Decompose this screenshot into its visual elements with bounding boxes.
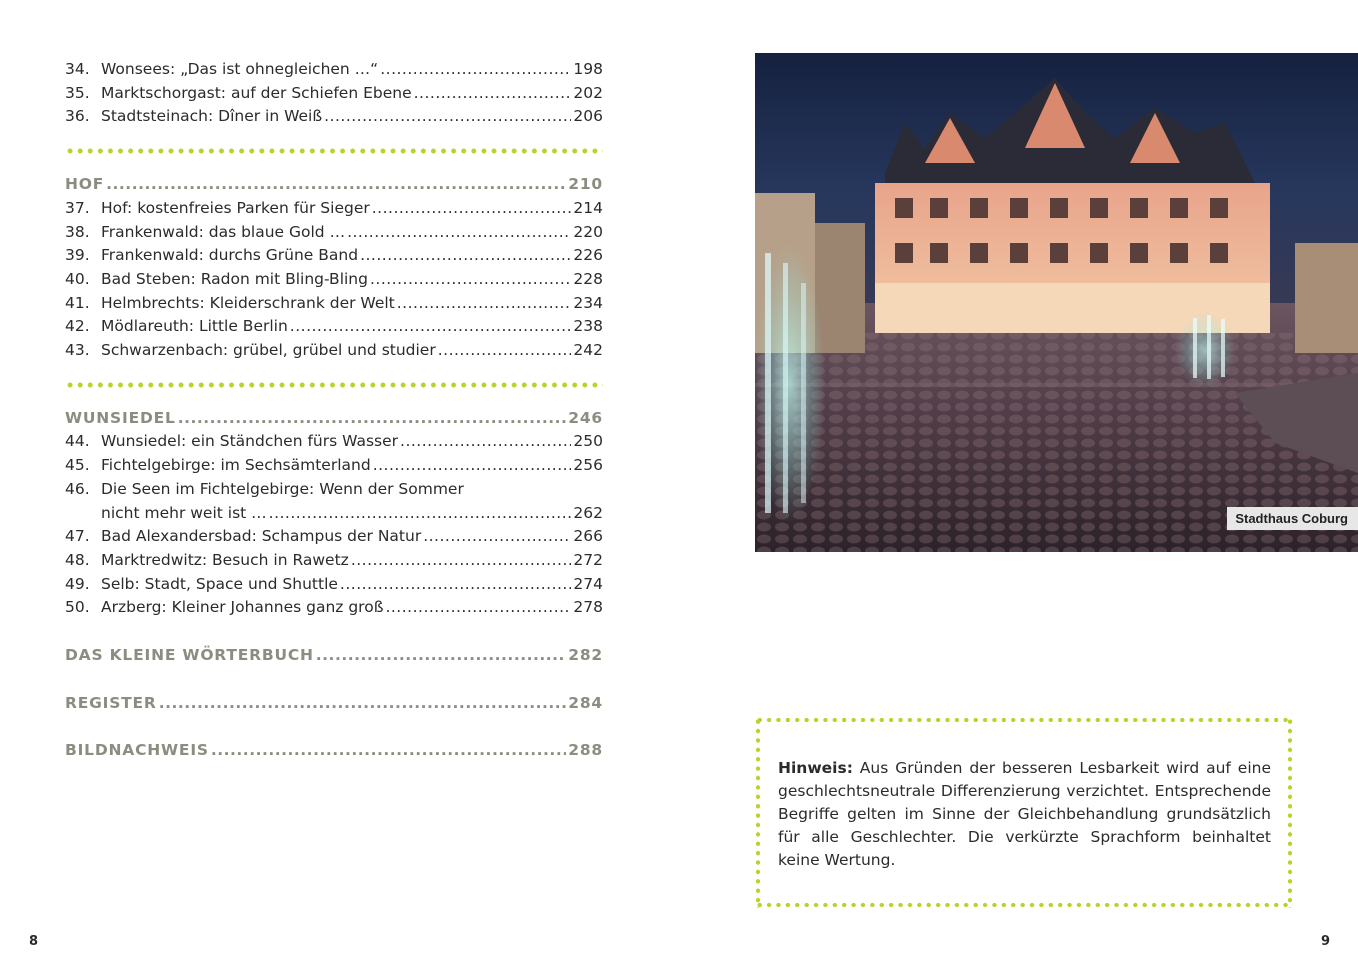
dot-leader: [385, 596, 571, 620]
toc-entry-number: 39.: [65, 246, 90, 265]
dot-leader: [290, 315, 572, 339]
toc-section-page: 284: [568, 693, 603, 712]
toc-entry-page: 274: [573, 574, 603, 593]
hinweis-text-block: [778, 757, 1271, 872]
toc-section-title: DAS KLEINE WÖRTERBUCH: [65, 646, 314, 665]
dot-leader: [351, 549, 572, 573]
toc-entry-40: [65, 268, 603, 292]
toc-entry-number: 50.: [65, 598, 90, 617]
toc-entry-page: 234: [573, 293, 603, 312]
toc-entry-number: 42.: [65, 317, 90, 336]
dot-leader: [397, 292, 572, 316]
toc-entry-page: 228: [573, 269, 603, 288]
toc-entry-page: 262: [573, 503, 603, 522]
toc-entry-number: 38.: [65, 222, 90, 241]
toc-entry-title: Stadtsteinach: Dîner in Weiß: [101, 107, 323, 126]
toc-entry-number: 47.: [65, 527, 90, 546]
hinweis-box: [755, 717, 1293, 908]
toc-section-title: HOF: [65, 175, 105, 194]
toc-entry-page: 238: [573, 317, 603, 336]
toc-entry-title-continued: nicht mehr weit ist …: [101, 503, 267, 522]
toc-entry-38: [65, 221, 603, 245]
toc-entry-title: Selb: Stadt, Space und Shuttle: [101, 574, 338, 593]
dot-leader: [373, 454, 572, 478]
toc-entry-35: [65, 82, 603, 106]
toc-entry-41: [65, 292, 603, 316]
page-number-left: 8: [29, 934, 39, 949]
dot-leader: [106, 173, 566, 197]
toc-entry-45: [65, 454, 603, 478]
toc-entry-page: 198: [573, 60, 603, 78]
photo-caption: Stadthaus Coburg: [1227, 507, 1358, 530]
toc-entry-title: Die Seen im Fichtelgebirge: Wenn der Sommer: [101, 479, 464, 498]
toc-entry-title: Marktredwitz: Besuch in Rawetz: [101, 550, 349, 569]
toc-entry-number: 48.: [65, 550, 90, 569]
toc-entry-37: [65, 197, 603, 221]
toc-entry-page: 272: [573, 550, 603, 569]
hinweis-label: Hinweis:: [778, 759, 853, 777]
toc-section-hof: [65, 173, 603, 197]
toc-section-page: 210: [568, 175, 603, 194]
dot-leader: [372, 197, 572, 221]
stadthaus-coburg-photo: [755, 53, 1358, 552]
toc-section-page: 288: [568, 741, 603, 760]
dot-leader: [347, 221, 571, 245]
toc-entry-49: [65, 573, 603, 597]
toc-entry-page: 202: [573, 83, 603, 102]
toc-entry-47: [65, 525, 603, 549]
toc-entry-page: 242: [573, 341, 603, 360]
toc-entry-page: 256: [573, 456, 603, 475]
toc-entry-title: Arzberg: Kleiner Johannes ganz groß: [101, 598, 384, 617]
photo-illustration: [755, 53, 1358, 552]
toc-entry-title: Helmbrechts: Kleiderschrank der Welt: [101, 293, 395, 312]
toc-entry-page: 214: [573, 198, 603, 217]
toc-section-title: BILDNACHWEIS: [65, 741, 209, 760]
toc-entry-number: 43.: [65, 341, 90, 360]
toc-entry-34: [65, 58, 603, 82]
toc-entry-title: Marktschorgast: auf der Schiefen Ebene: [101, 83, 412, 102]
dot-leader: [178, 407, 567, 431]
toc-entry-page: 206: [573, 107, 603, 126]
toc-entry-number: 37.: [65, 198, 90, 217]
toc-section-page: 282: [568, 646, 603, 665]
dotted-separator: [65, 146, 603, 156]
toc-entry-title: Mödlareuth: Little Berlin: [101, 317, 288, 336]
dot-leader: [360, 244, 571, 268]
hinweis-text: Aus Gründen der besseren Lesbarkeit wird auf eine geschlechtsneutrale Differenzierung verzichtet. Entsprechende Begriffe gelten im Sinne der Gleichbehandlung grundsätzlich für alle Geschlechter. Die verkürzte Sprachform beinhaltet keine Wertung.: [778, 759, 1271, 869]
toc-entry-number: 45.: [65, 456, 90, 475]
toc-entry-number: 49.: [65, 574, 90, 593]
toc-section-bildnachweis: [65, 739, 603, 763]
dot-leader: [269, 502, 572, 526]
toc-entry-number: 36.: [65, 107, 90, 126]
toc-entry-page: 278: [573, 598, 603, 617]
toc-entry-title: Wunsiedel: ein Ständchen fürs Wasser: [101, 432, 399, 451]
toc-entry-43: [65, 339, 603, 363]
dot-leader: [400, 430, 571, 454]
toc-section-title: REGISTER: [65, 693, 157, 712]
toc-entry-page: 226: [573, 246, 603, 265]
dot-leader: [370, 268, 571, 292]
toc-entry-title: Hof: kostenfreies Parken für Sieger: [101, 198, 370, 217]
dot-leader: [438, 339, 572, 363]
toc-entry-46-continued: [65, 502, 603, 526]
toc-entry-title: Wonsees: „Das ist ohnegleichen …“: [101, 60, 379, 78]
toc-entry-title: Schwarzenbach: grübel, grübel und studier: [101, 341, 436, 360]
table-of-contents: [65, 58, 603, 763]
dotted-separator: [65, 380, 603, 390]
dot-leader: [316, 644, 566, 668]
toc-entry-page: 250: [573, 432, 603, 451]
toc-entry-50: [65, 596, 603, 620]
toc-section-page: 246: [568, 408, 603, 427]
toc-section-wunsiedel: [65, 407, 603, 431]
toc-entry-number: 41.: [65, 293, 90, 312]
toc-entry-title: Frankenwald: das blaue Gold …: [101, 222, 346, 241]
toc-entry-39: [65, 244, 603, 268]
page-number-right: 9: [1321, 934, 1331, 949]
toc-entry-title: Frankenwald: durchs Grüne Band: [101, 246, 359, 265]
toc-entry-page: 266: [573, 527, 603, 546]
toc-section-title: WUNSIEDEL: [65, 408, 176, 427]
toc-entry-number: 35.: [65, 83, 90, 102]
dot-leader: [324, 105, 571, 129]
toc-entry-number: 34.: [65, 60, 90, 78]
dot-leader: [414, 82, 572, 106]
toc-entry-title: Bad Steben: Radon mit Bling-Bling: [101, 269, 368, 288]
toc-entry-42: [65, 315, 603, 339]
toc-section-woerterbuch: [65, 644, 603, 668]
toc-entry-title: Fichtelgebirge: im Sechsämterland: [101, 456, 371, 475]
toc-entry-number: 40.: [65, 269, 90, 288]
dot-leader: [380, 58, 571, 82]
dot-leader: [211, 739, 566, 763]
toc-entry-48: [65, 549, 603, 573]
toc-entry-46: [65, 478, 603, 502]
toc-entry-number: 44.: [65, 432, 90, 451]
toc-entry-36: [65, 105, 603, 129]
dot-leader: [159, 692, 567, 716]
dot-leader: [423, 525, 571, 549]
dot-leader: [340, 573, 571, 597]
toc-entry-44: [65, 430, 603, 454]
toc-entry-page: 220: [573, 222, 603, 241]
toc-section-register: [65, 692, 603, 716]
toc-entry-title: Bad Alexandersbad: Schampus der Natur: [101, 527, 422, 546]
toc-entry-number: 46.: [65, 479, 90, 498]
